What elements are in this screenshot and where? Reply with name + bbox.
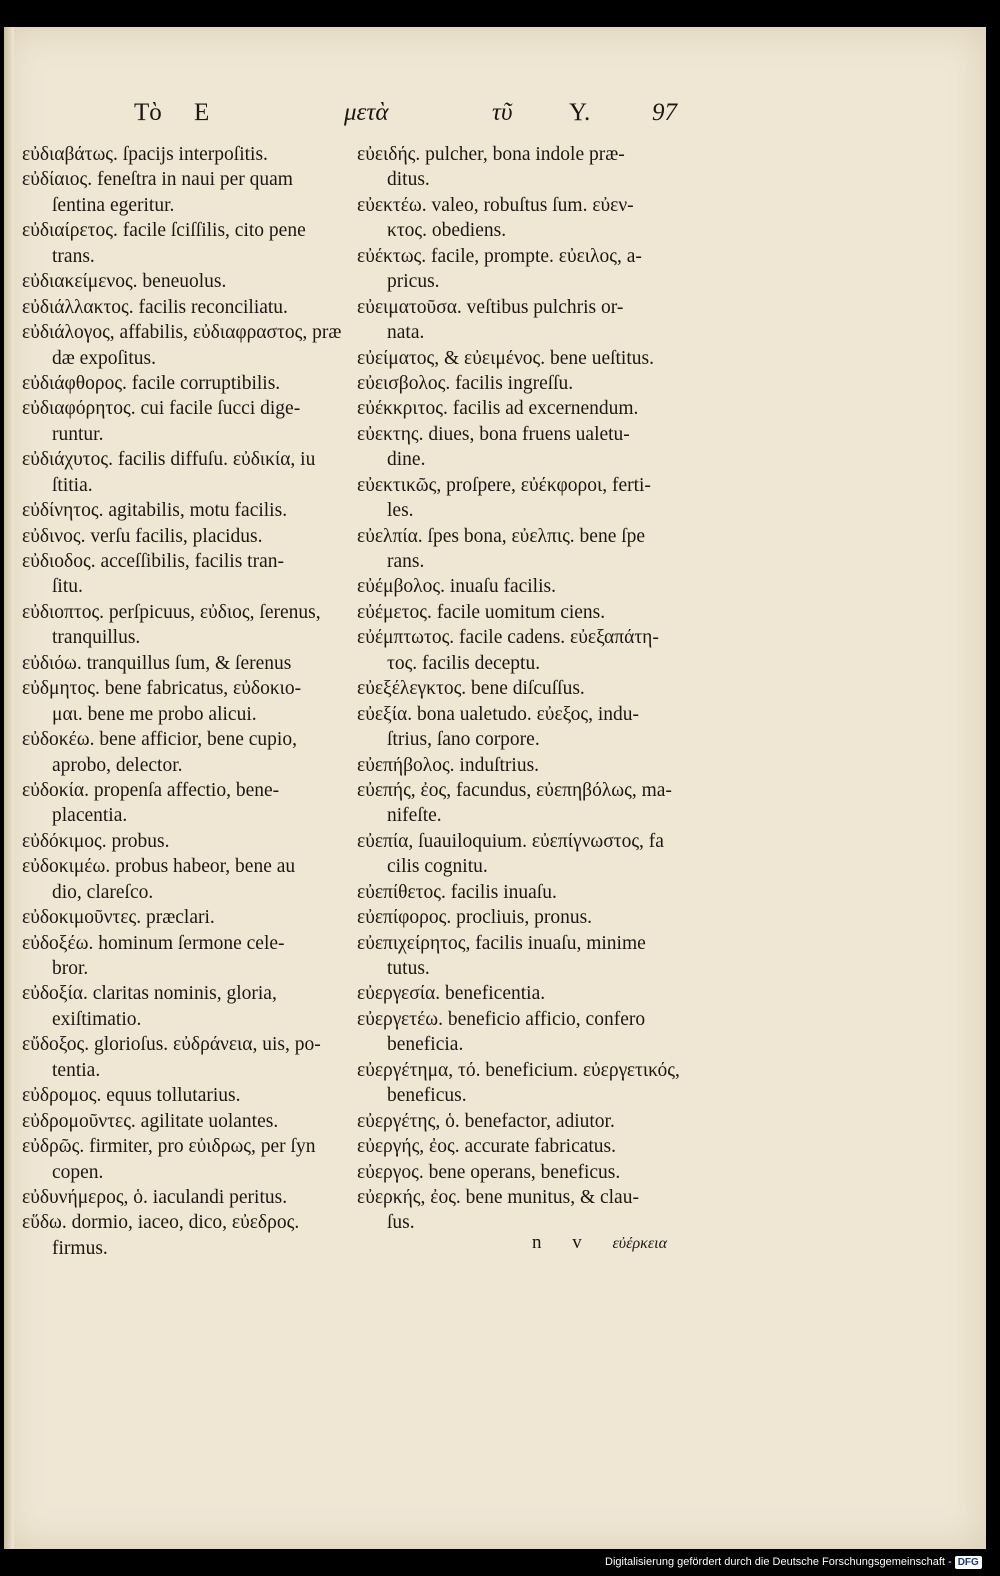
dictionary-line: εὐέμβολος. inuaſu facilis.	[357, 576, 556, 598]
dictionary-line: tentia.	[52, 1059, 101, 1081]
dictionary-line: ſus.	[387, 1212, 415, 1234]
dictionary-line: εὐδιοδος. acceſſibilis, facilis tran-	[22, 551, 284, 572]
dictionary-line: dæ expoſitus.	[52, 347, 157, 369]
dictionary-line: εὕδω. dormio, iaceo, dico, εὐεδρος.	[22, 1212, 300, 1234]
dictionary-line: copen.	[52, 1161, 104, 1183]
dictionary-line: εὐεξία. bona ualetudo. εὐεξος, indu-	[357, 703, 639, 725]
dictionary-line: tutus.	[387, 958, 430, 979]
header-word-center: μετὰ	[344, 99, 389, 126]
dictionary-line: dine.	[387, 449, 426, 471]
dictionary-line: εὐεκτικῶς, proſpere, εὐέκφοροι, ferti-	[357, 474, 651, 496]
dictionary-line: bror.	[52, 958, 89, 979]
dictionary-line: εὐεισβολος. facilis ingreſſu.	[357, 372, 574, 394]
dictionary-line: εὐδιόω. tranquillus ſum, & ſerenus	[22, 652, 292, 674]
dictionary-line: εὐδοξέω. hominum ſermone cele-	[22, 932, 285, 954]
header-word-right-2: Υ.	[569, 99, 591, 126]
dictionary-line: εὐδίαιος. feneſtra in naui per quam	[22, 169, 293, 191]
dictionary-line: runtur.	[52, 423, 104, 445]
dictionary-line: nifeſte.	[387, 805, 442, 827]
catchword: εὐέρκεια	[612, 1235, 667, 1252]
dictionary-line: beneficia.	[387, 1034, 464, 1056]
dictionary-line: εὔδοξος. glorioſus. εὐδράνεια, uis, po-	[22, 1034, 321, 1056]
dictionary-line: εὐεκτέω. valeo, robuſtus ſum. εὐεν-	[357, 194, 634, 216]
dictionary-line: εὐδιαίρετος. facile ſciſſilis, cito pene	[22, 220, 306, 242]
dictionary-line: ſentina egeritur.	[52, 194, 175, 216]
dictionary-line: μαι. bene me probo alicui.	[52, 703, 257, 725]
dictionary-line: εὐεργετέω. beneficio afficio, confero	[357, 1008, 646, 1030]
dictionary-line: εὐδιαβάτως. ſpacijs interpoſitis.	[22, 144, 268, 165]
dictionary-line: εὐδοκιμέω. probus habeor, bene au	[22, 856, 296, 878]
dictionary-line: pricus.	[387, 271, 440, 293]
dictionary-line: εὐδινος. verſu facilis, placidus.	[22, 525, 263, 547]
dictionary-line: εὐέμετος. facile uomitum ciens.	[357, 601, 606, 623]
digitization-footer	[605, 1553, 982, 1571]
page-number: 97	[652, 99, 677, 126]
dictionary-line: εὐδιάχυτος. facilis diffuſu. εὐδικία, iu	[22, 449, 316, 471]
dictionary-line: εὐδιάλλακτος. facilis reconciliatu.	[22, 296, 288, 318]
dictionary-line: εὐδιοπτος. perſpicuus, εὐδιος, ſerenus,	[22, 601, 321, 623]
dictionary-line: εὐέκτως. facile, prompte. εὐειλος, a-	[357, 245, 642, 267]
dictionary-line: εὐδιαφόρητος. cui facile ſucci dige-	[22, 398, 301, 420]
dictionary-line: εὐεπίφορος. procliuis, pronus.	[357, 907, 593, 929]
dictionary-line: εὐδίνητος. agitabilis, motu facilis.	[22, 500, 288, 522]
dfg-logo: DFG	[955, 1556, 982, 1569]
dictionary-line: trans.	[52, 245, 95, 267]
dictionary-line: εὐελπία. ſpes bona, εὐελπις. bene ſpe	[357, 525, 646, 547]
running-header	[134, 99, 714, 131]
dictionary-line: εὐδρομος. equus tollutarius.	[22, 1085, 241, 1107]
dictionary-line: εὐειδής. pulcher, bona indole præ-	[357, 144, 625, 165]
signature-mark-2: v	[572, 1232, 582, 1253]
dictionary-line: εὐείματος, & εὐειμένος. bene ueſtitus.	[357, 347, 654, 369]
book-page	[4, 27, 986, 1549]
dictionary-line: εὐεπής, ἐος, facundus, εὐεπηβόλως, ma-	[357, 779, 672, 801]
dictionary-line: aprobo, delector.	[52, 754, 183, 776]
dictionary-line: cilis cognitu.	[387, 856, 488, 878]
left-column	[22, 142, 357, 1261]
catchline	[532, 1232, 693, 1254]
dictionary-line: beneficus.	[387, 1085, 467, 1107]
dictionary-line: ſtitia.	[52, 474, 93, 496]
signature-mark-1: n	[532, 1232, 542, 1253]
dictionary-line: εὐδιάφθορος. facile corruptibilis.	[22, 372, 281, 394]
dictionary-line: les.	[387, 500, 414, 522]
dictionary-line: εὐερκής, ἐος. bene munitus, & clau-	[357, 1186, 639, 1208]
dictionary-line: εὐέμπτωτος. facile cadens. εὐεξαπάτη-	[357, 627, 659, 649]
dictionary-line: ditus.	[387, 169, 430, 191]
dictionary-line: εὐδοκέω. bene afficior, bene cupio,	[22, 729, 297, 751]
header-word-left-1: Τὸ	[134, 99, 162, 126]
dictionary-line: ſitu.	[52, 576, 83, 598]
dictionary-line: εὐδοξία. claritas nominis, gloria,	[22, 983, 277, 1005]
dictionary-line: tranquillus.	[52, 627, 141, 649]
dictionary-line: nata.	[387, 322, 425, 344]
dictionary-line: εὐεκτης. diues, bona fruens ualetu-	[357, 423, 630, 445]
dictionary-line: εὐεργέτημα, τό. beneficium. εὐεργετικός,	[357, 1059, 680, 1081]
dictionary-line: εὐδιακείμενος. beneuolus.	[22, 271, 227, 293]
dictionary-line: εὐεπήβολος. induſtrius.	[357, 754, 540, 776]
dictionary-line: εὐέκκριτος. facilis ad excernendum.	[357, 398, 639, 420]
dictionary-line: εὐδρομοῦντες. agilitate uolantes.	[22, 1110, 279, 1132]
dictionary-line: εὐδόκιμος. probus.	[22, 830, 170, 852]
dictionary-line: placentia.	[52, 805, 128, 827]
header-word-left-2: Ε	[194, 99, 210, 126]
dictionary-line: εὐδμητος. bene fabricatus, εὐδοκιο-	[22, 678, 302, 700]
dictionary-line: εὐδοκία. propenſa affectio, bene-	[22, 779, 280, 801]
dictionary-line: εὐεπιχείρητος, facilis inuaſu, minime	[357, 932, 646, 954]
dictionary-line: εὐεπία, ſuauiloquium. εὐεπίγνωστος, fa	[357, 830, 664, 852]
dictionary-line: εὐδιάλογος, affabilis, εὐδιαφραστος, præ	[22, 322, 342, 344]
right-column	[357, 142, 692, 1236]
dictionary-line: εὐδρῶς. firmiter, pro εὐιδρως, per ſyn	[22, 1136, 316, 1158]
dictionary-line: exiſtimatio.	[52, 1008, 142, 1030]
dictionary-line: ſtrius, ſano corpore.	[387, 729, 540, 751]
dictionary-line: firmus.	[52, 1237, 108, 1259]
dictionary-line: dio, clareſco.	[52, 881, 154, 903]
dictionary-line: εὐεργέτης, ὁ. benefactor, adiutor.	[357, 1110, 615, 1132]
dictionary-line: εὐεργεσία. beneficentia.	[357, 983, 546, 1005]
dictionary-line: εὐεπίθετος. facilis inuaſu.	[357, 881, 557, 903]
dictionary-line: εὐεξέλεγκτος. bene diſcuſſus.	[357, 678, 585, 700]
dictionary-line: εὐδοκιμοῦντες. præclari.	[22, 907, 215, 929]
dictionary-line: εὐδυνήμερος, ὁ. iaculandi peritus.	[22, 1186, 288, 1208]
dictionary-line: τος. facilis deceptu.	[387, 652, 541, 674]
header-word-right-1: τῦ	[492, 99, 513, 126]
dictionary-line: εὐεργος. bene operans, beneficus.	[357, 1161, 621, 1183]
dictionary-line: rans.	[387, 551, 425, 572]
dictionary-line: κτος. obediens.	[387, 220, 507, 242]
footer-text: Digitalisierung gefördert durch die Deutsche Forschungsgemeinschaft -	[605, 1556, 952, 1568]
dictionary-line: εὐεργής, ἐος. accurate fabricatus.	[357, 1136, 617, 1158]
dictionary-line: εὐειματοῦσα. veſtibus pulchris or-	[357, 296, 624, 318]
